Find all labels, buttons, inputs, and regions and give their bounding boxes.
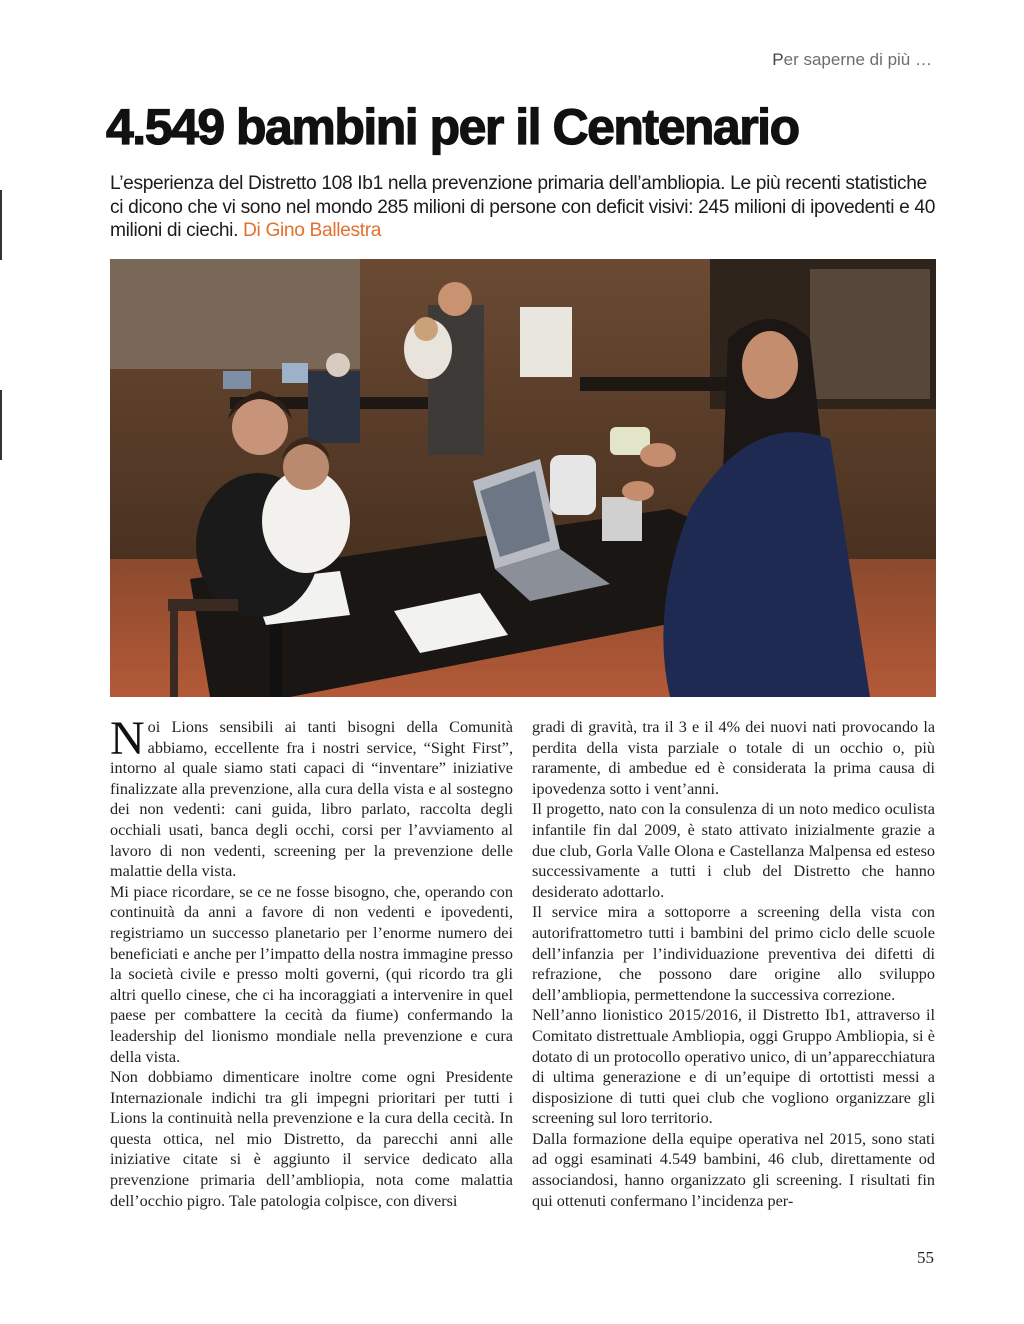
section-label (772, 50, 932, 70)
lead-text: L’esperienza del Distretto 108 Ib1 nella prevenzione primaria dell’ambliopia. Le più recenti statistiche ci dicono che vi sono nel mondo 285 milioni di persone con deficit visivi: 245 milioni di ipovedenti e 40 milioni di ciechi. (110, 173, 936, 241)
edge-mark (0, 390, 2, 460)
paragraph-text: oi Lions sensibili ai tanti bisogni della Comunità abbiamo, eccellente fra i nostri service, “Sight First”, intorno al quale siamo stati capaci di “inventare” iniziative finalizzate alla prevenzione, alla cura della vista e al sostegno dei non vedenti: cani guida, libro parlato, raccolta degli occhiali usati, banca degli occhi, corsi per l’avviamento al lavoro di non vedenti, screening per la prevenzione delle malattie della vista. (110, 718, 513, 881)
paragraph: Il service mira a sottoporre a screening della vista con autorifrattometro tutti i bambini del primo ciclo delle scuole dell’infanzia per l’individuazione preventiva dei difetti di refrazione, che possono dare origine allo sviluppo dell’ambliopia, permettendone la successiva correzione. (532, 903, 935, 1004)
article-lead (110, 172, 940, 243)
paragraph: Nell’anno lionistico 2015/2016, il Distretto Ib1, attraverso il Comitato distrettuale Ambliopia, oggi Gruppo Ambliopia, si è dotato di un protocollo operativo unico, di un’apparecchiatura di ultima generazione e di un’equipe di ortottisti messi a disposizione di tutti quei club che vogliono organizzare gli screening sul loro territorio. (532, 1006, 935, 1128)
paragraph: Dalla formazione della equipe operativa nel 2015, sono stati ad oggi esaminati 4.549 bambini, 46 club, direttamente od associandosi, hanno organizzato gli screening. I risultati fin qui ottenuti confermano l’incidenza per- (532, 1129, 935, 1210)
article-photo (110, 259, 936, 697)
photo-illustration (110, 259, 936, 697)
section-label-text: er saperne di più … (783, 50, 932, 69)
drop-cap: N (110, 712, 145, 765)
section-label-initial: P (772, 50, 784, 69)
edge-mark (0, 190, 2, 260)
paragraph: gradi di gravità, tra il 3 e il 4% dei nuovi nati provocando la perdita della vista parziale o totale di un occhio o, più raramente, di ambedue ed è considerata la prima causa di ipovedenza sotto i vent’anni. (532, 718, 935, 798)
page-number: 55 (917, 1248, 934, 1267)
author-byline: Di Gino Ballestra (243, 220, 382, 241)
article-title: 4.549 bambini per il Centenario (106, 99, 799, 155)
paragraph: Mi piace ricordare, se ce ne fosse bisogno, che, operando con continuità da anni a favore di non vedenti e ipovedenti, registriamo un successo planetario per l’enorme numero dei beneficiati e anche per l’impatto della nostra immagine presso la società civile e presso molti governi, (qui ricordo tra gli altri quello cinese, che ci ha incoraggiati a intervenire in quel paese per combattere la cecità da fiume) confermando la leadership del lionismo mondiale nella prevenzione e cura della vista. (110, 882, 513, 1066)
paragraph: Non dobbiamo dimenticare inoltre come ogni Presidente Internazionale indichi tra gli impegni prioritari per tutti i Lions la continuità nella prevenzione e la cura della cecità. In questa ottica, nel mio Distretto, da parecchi anni alle iniziative citate si è aggiunto il service dedicato alla prevenzione primaria dell’ambliopia, nota come malattia dell’occhio pigro. Tale patologia colpisce, con diversi (110, 1068, 513, 1210)
article-column-right (532, 717, 935, 1211)
paragraph: Il progetto, nato con la consulenza di un noto medico oculista infantile fin dal 2009, è stato attivato inizialmente grazie a due club, Gorla Valle Olona e Castellanza Malpensa ed esteso successivamente a tutti i club del Distretto che hanno desiderato adottarlo. (532, 800, 935, 901)
article-column-left (110, 712, 513, 1211)
paragraph (110, 712, 513, 882)
